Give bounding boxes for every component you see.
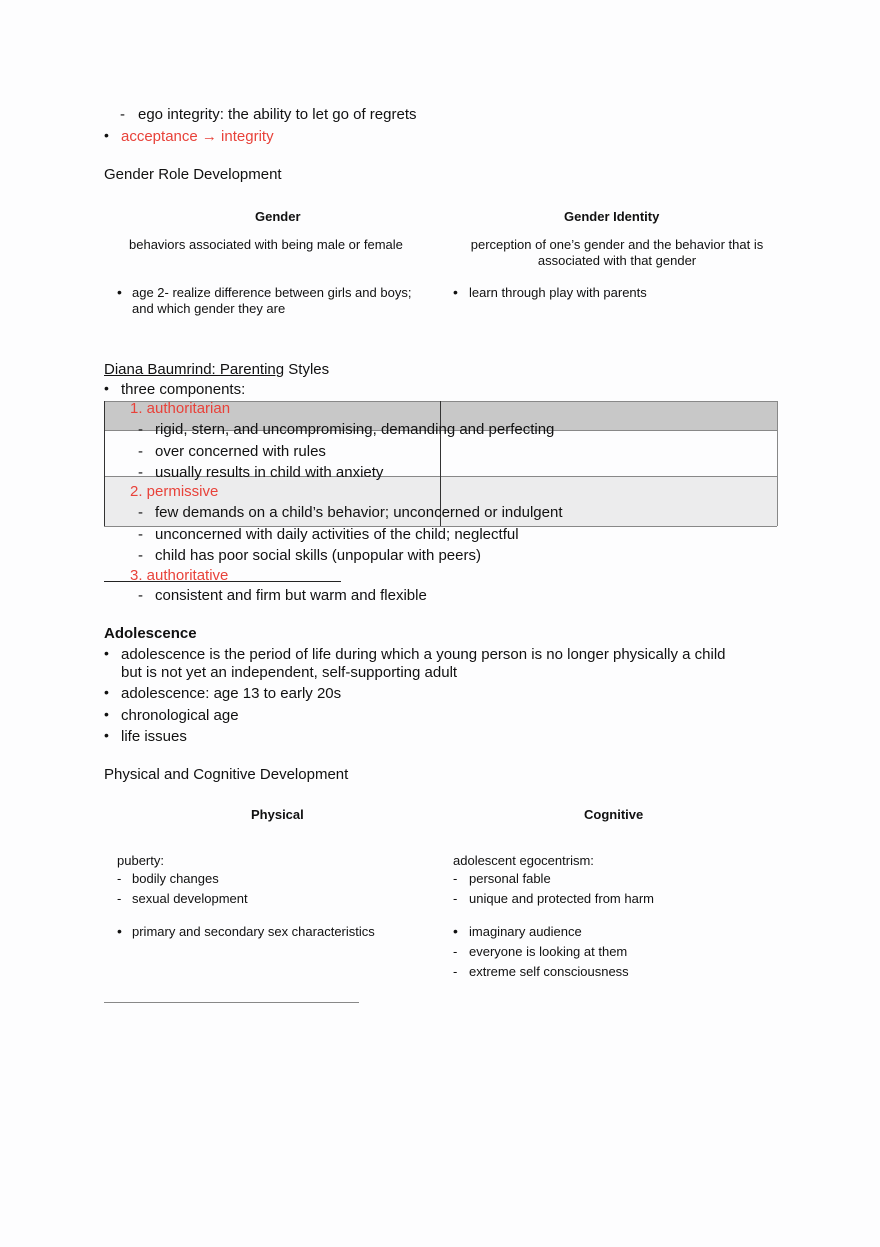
authoritarian-item: over concerned with rules [155,443,326,460]
dash-marker: - [117,891,122,906]
dash-marker: - [117,871,122,886]
table-border [104,401,105,526]
permissive-item: few demands on a child’s behavior; unconcerned or indulgent [155,504,563,521]
gender-section-heading: Gender Role Development [104,166,282,183]
dash-marker: - [138,421,143,438]
bullet-marker: • [104,684,109,700]
acceptance-text: acceptance → integrity [121,128,274,145]
adolescence-heading: Adolescence [104,625,197,642]
egocentrism-item: unique and protected from harm [469,891,654,906]
adolescence-bullet: chronological age [121,707,239,724]
gender-identity-col-header: Gender Identity [564,209,660,224]
bullet-marker: • [104,706,109,722]
gender-definition: behaviors associated with being male or female [129,237,403,252]
dash-marker: - [453,944,458,959]
cognitive-item: extreme self consciousness [469,964,629,979]
dash-marker: - [453,871,458,886]
adolescence-bullet-continued: but is not yet an independent, self-supporting adult [121,664,458,681]
cognitive-item: everyone is looking at them [469,944,628,959]
dash-marker: - [138,464,143,481]
adolescence-bullet: adolescence is the period of life during which a young person is no longer physically a child [121,646,726,663]
parenting-heading-rest: Styles [284,361,330,378]
adolescence-bullet: life issues [121,728,187,745]
bullet-marker: • [104,727,109,743]
gender-bullet: age 2- realize difference between girls and boys; and which gender they are [132,285,412,316]
dash-marker: - [453,891,458,906]
dash-marker: - [138,504,143,521]
authoritative-item: consistent and firm but warm and flexible [155,587,427,604]
egocentrism-label: adolescent egocentrism: [453,853,594,868]
three-components-text: three components: [121,381,246,398]
egocentrism-item: personal fable [469,871,551,886]
permissive-item: child has poor social skills (unpopular with peers) [155,547,481,564]
table-border [777,401,778,526]
bullet-marker: • [104,380,109,396]
puberty-item: bodily changes [132,871,219,886]
footnote-separator [104,1002,359,1003]
adolescence-bullet: adolescence: age 13 to early 20s [121,685,342,702]
authoritative-label: 3. authoritative [130,567,229,584]
development-heading: Physical and Cognitive Development [104,766,349,783]
gender-identity-definition: perception of one’s gender and the behavior that is associated with that gender [470,237,764,268]
bullet-marker: • [104,645,109,661]
permissive-label: 2. permissive [130,483,219,500]
dash-marker: - [138,526,143,543]
gender-col-header: Gender [255,209,301,224]
puberty-item: sexual development [132,891,248,906]
bullet-marker: • [453,923,458,939]
physical-col-header: Physical [251,807,304,822]
bullet-marker: • [104,127,109,143]
dash-marker: - [138,547,143,564]
dash-marker: - [138,443,143,460]
authoritarian-item: rigid, stern, and uncompromising, demanding and perfecting [155,421,555,438]
cognitive-bullet: imaginary audience [469,924,582,939]
bullet-marker: • [453,284,458,300]
physical-bullet: primary and secondary sex characteristics [132,924,375,939]
bullet-marker: • [117,923,122,939]
authoritarian-item: usually results in child with anxiety [155,464,384,481]
bullet-marker: • [117,284,122,300]
dash-marker: - [120,106,125,123]
underline-rule [104,581,341,582]
parenting-heading [104,361,329,379]
authoritarian-label: 1. authoritarian [130,400,231,417]
dash-marker: - [453,964,458,979]
cognitive-col-header: Cognitive [584,807,644,822]
dash-marker: - [138,587,143,604]
ego-integrity-text: ego integrity: the ability to let go of regrets [138,106,417,123]
parenting-heading-underlined: Diana Baumrind: Parenting [104,361,285,378]
permissive-item: unconcerned with daily activities of the child; neglectful [155,526,519,543]
gender-identity-bullet: learn through play with parents [469,285,647,300]
puberty-label: puberty: [117,853,164,868]
